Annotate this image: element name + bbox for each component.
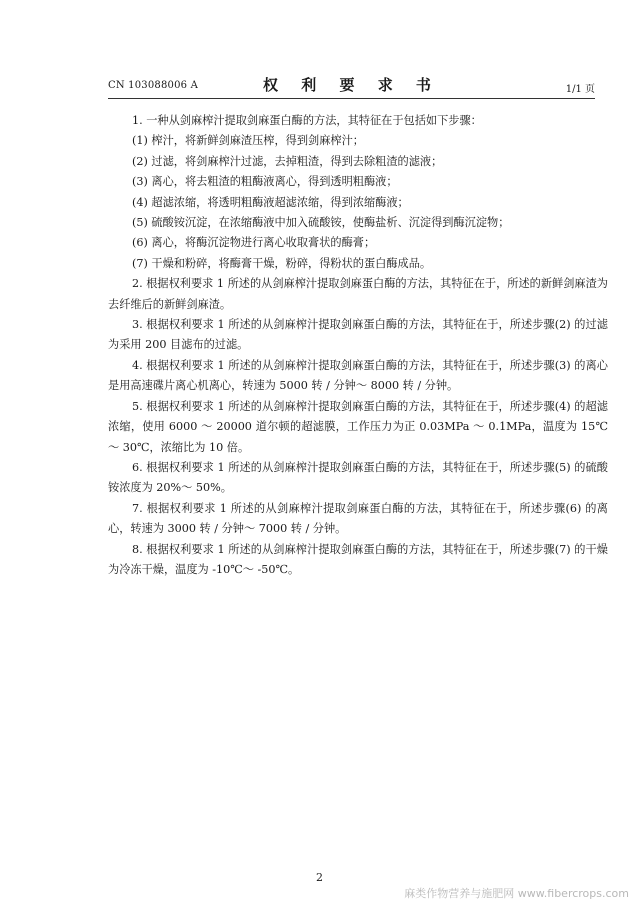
- claim-2: 2. 根据权利要求 1 所述的从剑麻榨汁提取剑麻蛋白酶的方法，其特征在于，所述的新鲜剑麻渣为去纤维后的新鲜剑麻渣。: [108, 277, 608, 311]
- claim-3: 3. 根据权利要求 1 所述的从剑麻榨汁提取剑麻蛋白酶的方法，其特征在于，所述步骤(2) 的过滤为采用 200 目滤布的过滤。: [108, 318, 608, 352]
- claim-7: 7. 根据权利要求 1 所述的从剑麻榨汁提取剑麻蛋白酶的方法，其特征在于，所述步骤(6) 的离心，转速为 3000 转 / 分钟～ 7000 转 / 分钟。: [108, 501, 608, 536]
- claim-1-step: (3) 离心，将去粗渣的粗酶液离心，得到透明粗酶液；: [132, 175, 398, 189]
- claim-1-step: (2) 过滤，将剑麻榨汁过滤，去掉粗渣，得到去除粗渣的滤液；: [132, 154, 443, 168]
- page-number: 2: [316, 871, 323, 884]
- claim-1-step: (7) 干燥和粉碎，将酶膏干燥，粉碎，得粉状的蛋白酶成品。: [132, 256, 432, 270]
- claim-5: 5. 根据权利要求 1 所述的从剑麻榨汁提取剑麻蛋白酶的方法，其特征在于，所述步骤(4) 的超滤浓缩，使用 6000 ～ 20000 道尔顿的超滤膜，工作压力为正 0.03MPa ～ 0.1MPa，温度为 15℃～ 30℃，浓缩比为 10 倍。: [108, 399, 608, 454]
- claim-4: 4. 根据权利要求 1 所述的从剑麻榨汁提取剑麻蛋白酶的方法，其特征在于，所述步骤(3) 的离心是用高速碟片离心机离心，转速为 5000 转 / 分钟～ 8000 转 / 分钟。: [108, 358, 608, 393]
- claim-1-step: (1) 榨汁，将新鲜剑麻渣压榨，得到剑麻榨汁；: [132, 134, 364, 148]
- page-header: [108, 74, 595, 94]
- watermark: 麻类作物营养与施肥网 www.fibercrops.com: [404, 887, 629, 900]
- header-divider: [108, 98, 595, 99]
- claim-1-step: (6) 离心，将酶沉淀物进行离心收取膏状的酶膏；: [132, 236, 376, 250]
- claim-1-intro: 1. 一种从剑麻榨汁提取剑麻蛋白酶的方法，其特征在于包括如下步骤：: [132, 114, 482, 127]
- document-number: CN 103088006 A: [108, 80, 199, 91]
- page-title: 权 利 要 求 书: [263, 76, 440, 94]
- claim-6: 6. 根据权利要求 1 所述的从剑麻榨汁提取剑麻蛋白酶的方法，其特征在于，所述步骤(5) 的硫酸铵浓度为 20%～ 50%。: [108, 460, 608, 495]
- claims-body: [108, 111, 608, 580]
- page-info: 1/1 页: [565, 84, 595, 95]
- claim-1-step: (4) 超滤浓缩，将透明粗酶液超滤浓缩，得到浓缩酶液；: [132, 195, 409, 209]
- claim-8: 8. 根据权利要求 1 所述的从剑麻榨汁提取剑麻蛋白酶的方法，其特征在于，所述步骤(7) 的干燥为冷冻干燥，温度为 -10℃～ -50℃。: [108, 542, 608, 576]
- claim-1-step: (5) 硫酸铵沉淀，在浓缩酶液中加入硫酸铵，使酶盐析、沉淀得到酶沉淀物；: [132, 216, 510, 230]
